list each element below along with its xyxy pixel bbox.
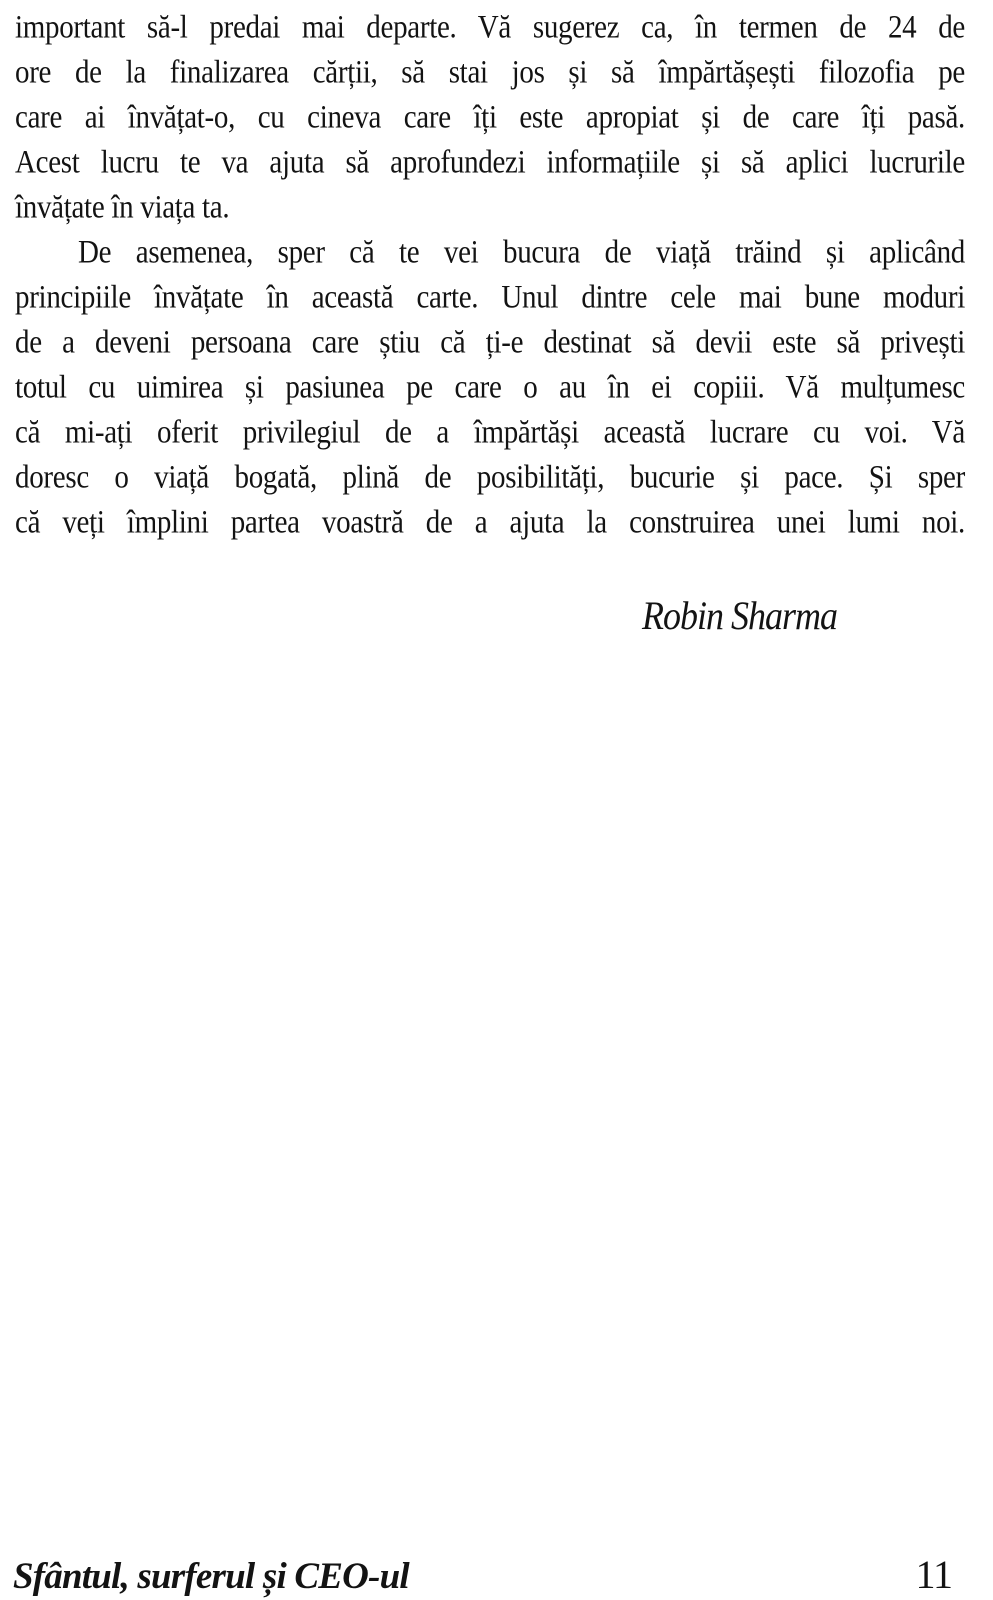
text-line: că mi-ați oferit privilegiul de a împărtăși această lucrare cu voi. Vă (15, 414, 965, 451)
text-line: important să-l predai mai departe. Vă sugerez ca, în termen de 24 de (15, 9, 965, 46)
text-line: că veți împlini partea voastră de a ajuta la construirea unei lumi noi. (15, 504, 965, 541)
text-line: de a deveni persoana care știu că ți-e destinat să devii este să privești (15, 324, 965, 361)
text-line: De asemenea, sper că te vei bucura de viață trăind și aplicând (78, 234, 965, 271)
text-line: ore de la finalizarea cărții, să stai jos și să împărtășești filozofia pe (15, 54, 965, 91)
text-line: principiile învățate în această carte. Unul dintre cele mai bune moduri (15, 279, 965, 316)
text-line: totul cu uimirea și pasiunea pe care o au în ei copiii. Vă mulțumesc (15, 369, 965, 406)
text-line: învățate în viața ta. (15, 189, 230, 226)
text-line: doresc o viață bogată, plină de posibilități, bucurie și pace. Și sper (15, 459, 965, 496)
book-title: Sfântul, surferul și CEO-ul (13, 1556, 409, 1597)
page-footer (13, 1551, 952, 1598)
author-signature: Robin Sharma (642, 593, 837, 638)
text-line: care ai învățat-o, cu cineva care îți este apropiat și de care îți pasă. (15, 99, 965, 136)
page-number: 11 (915, 1552, 952, 1597)
page-body-text (15, 5, 965, 545)
text-line: Acest lucru te va ajuta să aprofundezi informațiile și să aplici lucrurile (15, 144, 965, 181)
